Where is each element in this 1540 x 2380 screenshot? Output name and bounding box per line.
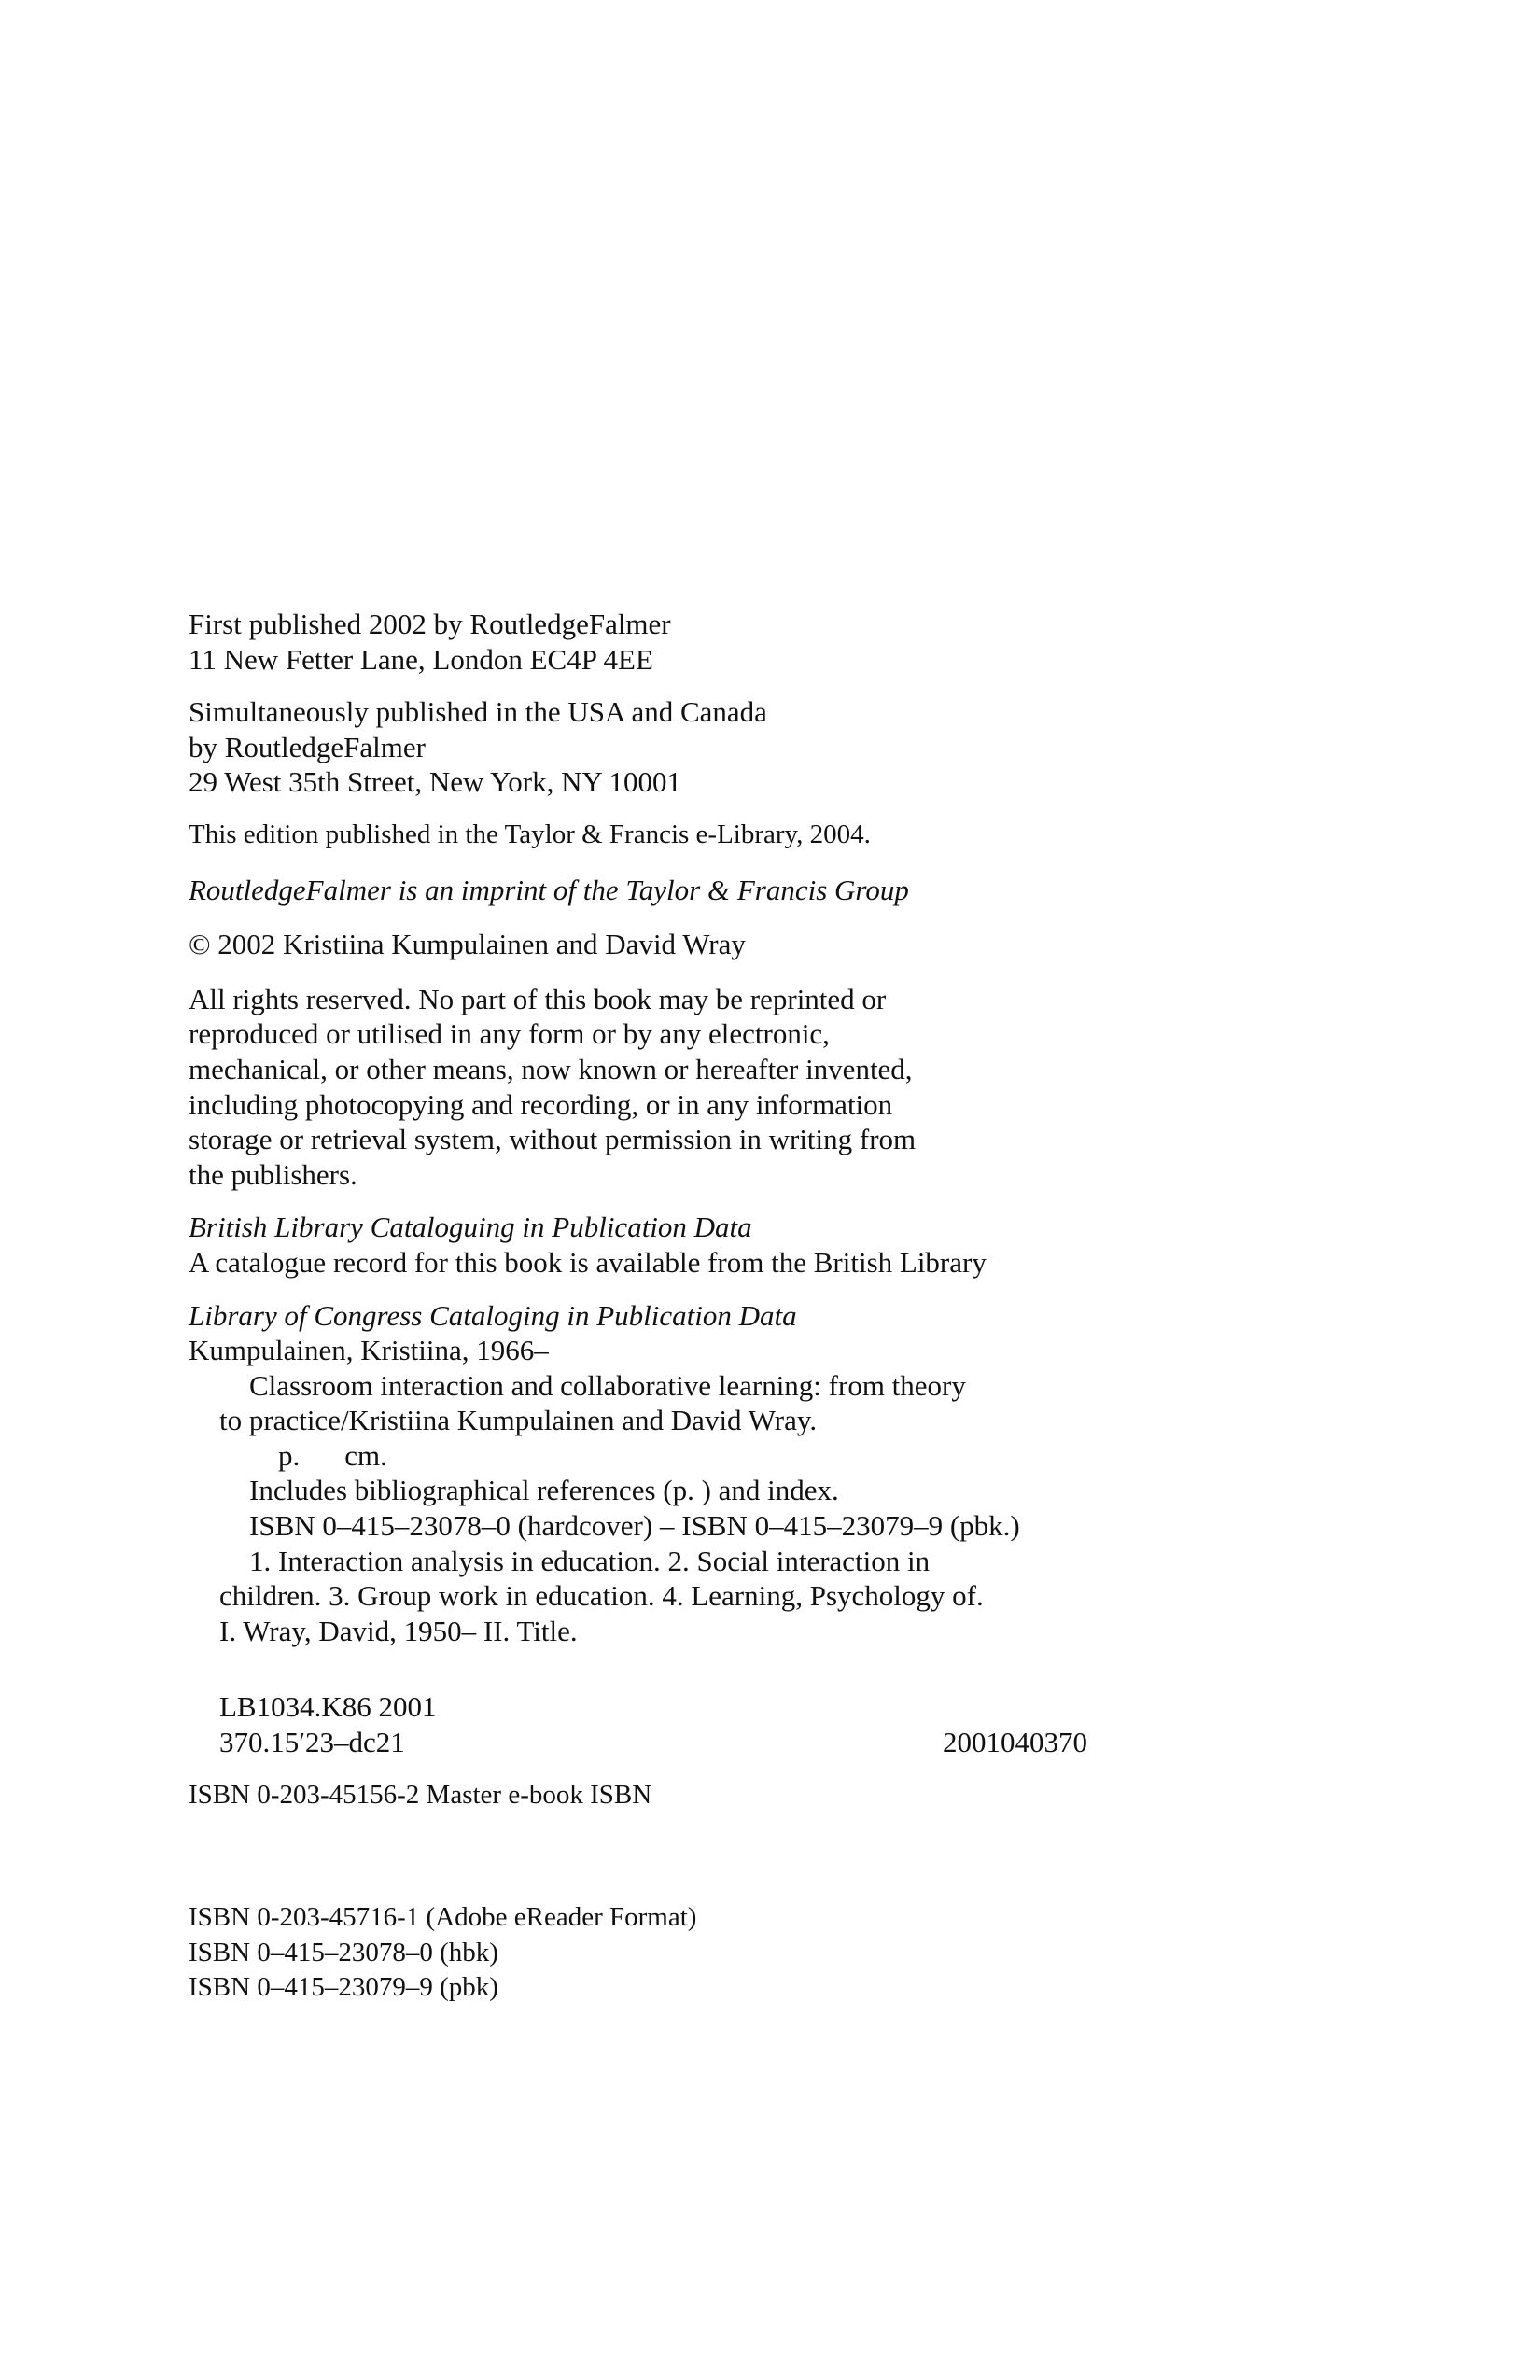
rights-line: All rights reserved. No part of this book may be reprinted or xyxy=(189,982,887,1015)
imprint-note: RoutledgeFalmer is an imprint of the Taylor & Francis Group xyxy=(189,873,909,906)
isbn-hbk: ISBN 0–415–23078–0 (hbk) xyxy=(189,1937,498,1967)
edition-note: This edition published in the Taylor & Francis e-Library, 2004. xyxy=(189,819,871,849)
library-of-congress-cip xyxy=(189,1298,1215,1649)
british-library-cip xyxy=(189,1210,1215,1280)
first-published-line: First published 2002 by RoutledgeFalmer xyxy=(189,608,671,640)
rights-statement xyxy=(189,982,1215,1193)
loc-subjects-line: children. 3. Group work in education. 4. Learning, Psychology of. xyxy=(219,1579,984,1613)
classification-block xyxy=(189,1689,1215,1759)
us-address-line: 29 West 35th Street, New York, NY 10001 xyxy=(189,765,681,799)
us-publisher-line: by RoutledgeFalmer xyxy=(189,730,426,763)
loc-subjects-line: 1. Interaction analysis in education. 2. Social interaction in xyxy=(249,1544,931,1577)
loc-author: Kumpulainen, Kristiina, 1966– xyxy=(189,1334,549,1367)
british-library-text: A catalogue record for this book is available from the British Library xyxy=(189,1245,987,1279)
loc-subjects-line: I. Wray, David, 1950– II. Title. xyxy=(219,1614,578,1647)
lc-classification: LB1034.K86 2001 xyxy=(219,1690,437,1724)
rights-line: including photocopying and recording, or in any information xyxy=(189,1087,893,1121)
copyright-page xyxy=(189,607,1215,2006)
simultaneous-line: Simultaneously published in the USA and Canada xyxy=(189,695,767,729)
master-isbn: ISBN 0-203-45156-2 Master e-book ISBN xyxy=(189,1779,652,1810)
rights-line: storage or retrieval system, without permission in writing from xyxy=(189,1123,917,1156)
loc-heading: Library of Congress Cataloging in Publication Data xyxy=(189,1298,797,1332)
loc-title-line: Classroom interaction and collaborative learning: from theory xyxy=(249,1368,966,1402)
isbn-pbk: ISBN 0–415–23079–9 (pbk) xyxy=(189,1972,498,2003)
dewey-classification: 370.15′23–dc21 xyxy=(219,1726,405,1759)
rights-line: the publishers. xyxy=(189,1157,357,1191)
loc-biblio-note: Includes bibliographical references (p. ) and index. xyxy=(249,1474,839,1507)
publication-imprint xyxy=(189,607,1215,677)
british-library-heading: British Library Cataloguing in Publication Data xyxy=(189,1211,752,1244)
loc-title-line: to practice/Kristiina Kumpulainen and David Wray. xyxy=(219,1404,818,1437)
loc-pages: p. xyxy=(278,1438,301,1472)
loc-cm: cm. xyxy=(344,1438,387,1472)
uk-address-line: 11 New Fetter Lane, London EC4P 4EE xyxy=(189,642,653,676)
rights-line: reproduced or utilised in any form or by any electronic, xyxy=(189,1017,830,1051)
copyright-notice: © 2002 Kristiina Kumpulainen and David Wray xyxy=(189,928,746,961)
isbn-list xyxy=(189,1900,1215,2006)
us-publication xyxy=(189,694,1215,800)
loc-physical-description xyxy=(189,1438,1215,1474)
loc-isbn-line: ISBN 0–415–23078–0 (hardcover) – ISBN 0–415–23079–9 (pbk.) xyxy=(249,1509,1020,1543)
rights-line: mechanical, or other means, now known or hereafter invented, xyxy=(189,1052,913,1085)
isbn-adobe: ISBN 0-203-45716-1 (Adobe eReader Format) xyxy=(189,1902,697,1933)
lccn-number: 2001040370 xyxy=(943,1726,1087,1759)
